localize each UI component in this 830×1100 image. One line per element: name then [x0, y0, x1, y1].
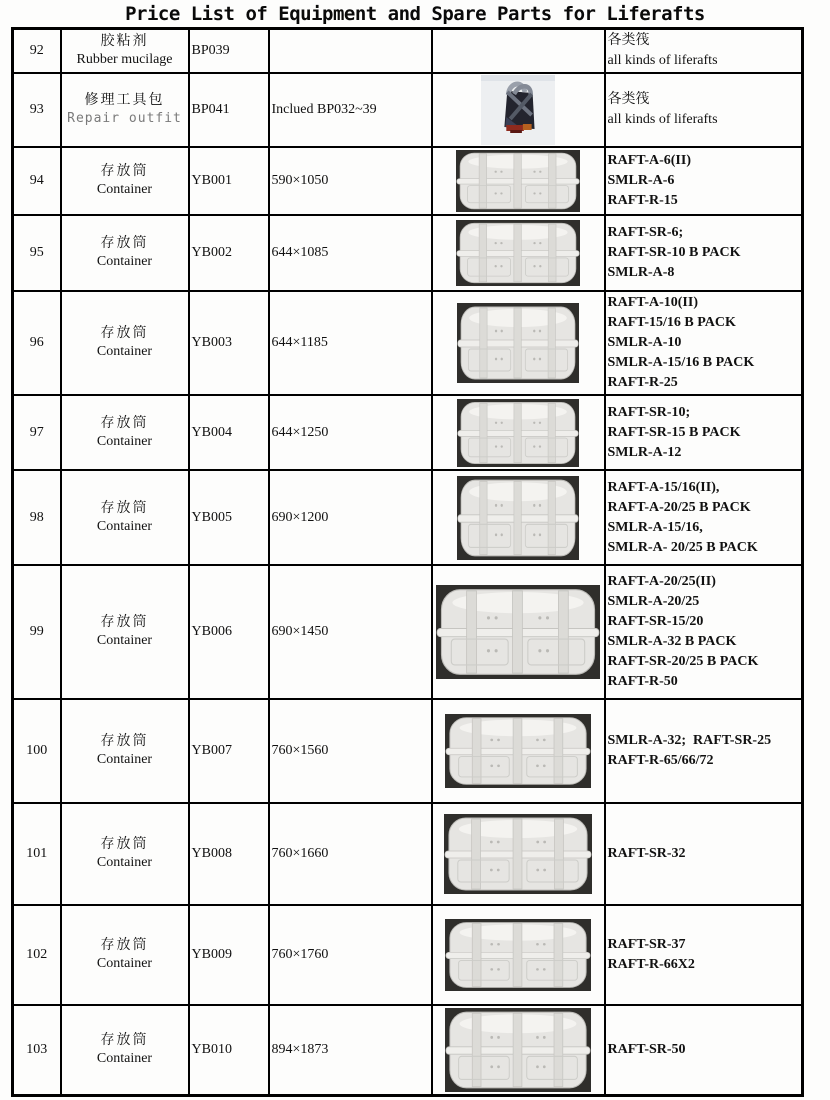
item-name-chinese: 存放筒	[100, 236, 149, 251]
photo-cell	[432, 803, 605, 905]
applicable-rafts-cell	[605, 470, 803, 565]
item-name-chinese: 存放筒	[100, 500, 149, 516]
table-row	[13, 395, 803, 470]
photo-cell	[432, 470, 605, 565]
table-row	[13, 215, 803, 291]
part-code-cell: YB006	[189, 565, 269, 699]
photo-cell	[432, 215, 605, 291]
container-photo	[444, 814, 592, 894]
spec-cell: 760×1760	[269, 905, 432, 1005]
photo-cell	[432, 147, 605, 215]
item-name-cell	[61, 215, 189, 291]
raft-model: RAFT-SR-37	[607, 937, 686, 952]
item-name-english: Container	[96, 182, 153, 197]
item-name-english: Container	[96, 344, 153, 359]
table-row	[13, 291, 803, 395]
table-row	[13, 1005, 803, 1095]
container-photo	[436, 585, 600, 679]
container-photo	[457, 303, 579, 383]
photo-cell	[432, 1005, 605, 1095]
applicable-rafts-cell	[605, 565, 803, 699]
raft-model: SMLR-A-15/16,	[607, 519, 703, 535]
raft-model: RAFT-A-10(II)	[607, 295, 698, 310]
raft-model: RAFT-R-25	[607, 375, 678, 390]
row-number-cell: 95	[13, 215, 61, 291]
raft-model: SMLR-A-15/16 B PACK	[607, 355, 755, 370]
table-row	[13, 73, 803, 147]
photo-cell	[432, 565, 605, 699]
applicable-rafts-cell	[605, 905, 803, 1005]
table-body	[13, 29, 803, 1096]
spec-cell: 690×1450	[269, 565, 432, 699]
container-photo	[456, 150, 580, 212]
raft-model: 各类筏	[607, 33, 650, 48]
item-name-english: Container	[96, 518, 153, 534]
item-name-chinese: 存放筒	[100, 734, 149, 749]
raft-model: RAFT-SR-20/25 B PACK	[607, 654, 759, 669]
item-name-english: Container	[96, 254, 153, 269]
table-row	[13, 29, 803, 74]
page-title: Price List of Equipment and Spare Parts for Liferafts	[125, 3, 705, 25]
item-name-english: Repair outfit	[67, 111, 182, 126]
price-table	[11, 27, 804, 1097]
item-name-cell	[61, 291, 189, 395]
part-code-cell: YB004	[189, 395, 269, 470]
repair-kit-photo	[481, 75, 555, 145]
photo-cell	[432, 699, 605, 803]
container-photo	[457, 476, 579, 560]
raft-model: RAFT-R-15	[607, 193, 678, 208]
raft-model: RAFT-SR-6;	[607, 225, 684, 240]
applicable-rafts-cell	[605, 29, 803, 74]
raft-model: SMLR-A-6	[607, 173, 675, 188]
item-name-cell	[61, 395, 189, 470]
item-name-chinese: 修理工具包	[84, 93, 165, 108]
spec-cell: 644×1250	[269, 395, 432, 470]
part-code-cell: BP039	[189, 29, 269, 74]
part-code-cell: YB009	[189, 905, 269, 1005]
item-name-cell	[61, 1005, 189, 1095]
row-number-cell: 93	[13, 73, 61, 147]
raft-model: RAFT-A-20/25(II)	[607, 574, 716, 589]
table-row	[13, 803, 803, 905]
raft-model: all kinds of liferafts	[607, 112, 718, 127]
item-name-english: Container	[96, 956, 153, 971]
spec-cell	[269, 29, 432, 74]
raft-model: RAFT-SR-32	[607, 846, 686, 861]
item-name-chinese: 存放筒	[100, 837, 149, 852]
raft-model: SMLR-A-12	[607, 444, 682, 460]
item-name-cell	[61, 29, 189, 74]
spec-cell: 644×1185	[269, 291, 432, 395]
row-number-cell: 96	[13, 291, 61, 395]
row-number-cell: 99	[13, 565, 61, 699]
raft-model: RAFT-A-6(II)	[607, 153, 691, 168]
item-name-chinese: 存放筒	[100, 164, 149, 179]
raft-model: all kinds of liferafts	[607, 53, 718, 68]
item-name-english: Rubber mucilage	[76, 52, 173, 67]
photo-cell	[432, 29, 605, 74]
item-name-cell	[61, 73, 189, 147]
container-photo	[457, 399, 579, 467]
raft-model: SMLR-A-10	[607, 335, 682, 350]
raft-model: RAFT-SR-15/20	[607, 614, 704, 629]
applicable-rafts-cell	[605, 803, 803, 905]
item-name-english: Container	[96, 752, 153, 767]
row-number-cell: 100	[13, 699, 61, 803]
raft-model: 各类筏	[607, 92, 650, 107]
part-code-cell: BP041	[189, 73, 269, 147]
table-row	[13, 147, 803, 215]
item-name-cell	[61, 470, 189, 565]
part-code-cell: YB001	[189, 147, 269, 215]
spec-cell: 690×1200	[269, 470, 432, 565]
applicable-rafts-cell	[605, 699, 803, 803]
item-name-english: Container	[96, 1050, 153, 1066]
raft-model: SMLR-A-20/25	[607, 594, 700, 609]
row-number-cell: 103	[13, 1005, 61, 1095]
spec-cell: 590×1050	[269, 147, 432, 215]
part-code-cell: YB008	[189, 803, 269, 905]
part-code-cell: YB010	[189, 1005, 269, 1095]
raft-model: SMLR-A- 20/25 B PACK	[607, 539, 758, 555]
row-number-cell: 97	[13, 395, 61, 470]
raft-model: RAFT-A-20/25 B PACK	[607, 499, 751, 515]
row-number-cell: 102	[13, 905, 61, 1005]
item-name-chinese: 存放筒	[100, 1032, 149, 1048]
item-name-chinese: 存放筒	[100, 415, 149, 431]
photo-cell	[432, 73, 605, 147]
raft-model: RAFT-SR-10 B PACK	[607, 245, 741, 260]
part-code-cell: YB002	[189, 215, 269, 291]
raft-model: SMLR-A-8	[607, 265, 675, 280]
item-name-english: Container	[96, 855, 153, 870]
item-name-chinese: 存放筒	[100, 326, 149, 341]
raft-model: RAFT-SR-50	[607, 1041, 686, 1057]
item-name-cell	[61, 565, 189, 699]
row-number-cell: 98	[13, 470, 61, 565]
raft-model: RAFT-R-65/66/72	[607, 753, 714, 768]
photo-cell	[432, 395, 605, 470]
applicable-rafts-cell	[605, 395, 803, 470]
spec-cell: 760×1560	[269, 699, 432, 803]
raft-model: RAFT-SR-10;	[607, 404, 691, 420]
item-name-cell	[61, 699, 189, 803]
applicable-rafts-cell	[605, 73, 803, 147]
item-name-chinese: 存放筒	[100, 938, 149, 953]
row-number-cell: 101	[13, 803, 61, 905]
item-name-chinese: 胶粘剂	[100, 34, 149, 49]
applicable-rafts-cell	[605, 1005, 803, 1095]
photo-cell	[432, 905, 605, 1005]
row-number-cell: 94	[13, 147, 61, 215]
table-row	[13, 565, 803, 699]
table-row	[13, 905, 803, 1005]
photo-cell	[432, 291, 605, 395]
part-code-cell: YB003	[189, 291, 269, 395]
item-name-chinese: 存放筒	[100, 615, 149, 630]
part-code-cell: YB007	[189, 699, 269, 803]
applicable-rafts-cell	[605, 215, 803, 291]
container-photo	[445, 1008, 591, 1092]
container-photo	[456, 220, 580, 286]
table-row	[13, 699, 803, 803]
raft-model: RAFT-R-50	[607, 674, 678, 689]
raft-model: RAFT-SR-15 B PACK	[607, 424, 741, 440]
applicable-rafts-cell	[605, 147, 803, 215]
raft-model: SMLR-A-32; RAFT-SR-25	[607, 733, 772, 748]
table-row	[13, 470, 803, 565]
raft-model: RAFT-A-15/16(II),	[607, 479, 720, 495]
item-name-english: Container	[96, 433, 153, 449]
raft-model: RAFT-R-66X2	[607, 957, 695, 972]
spec-cell: Inclued BP032~39	[269, 73, 432, 147]
item-name-cell	[61, 803, 189, 905]
container-photo	[445, 714, 591, 788]
container-photo	[445, 919, 591, 991]
item-name-cell	[61, 147, 189, 215]
part-code-cell: YB005	[189, 470, 269, 565]
item-name-english: Container	[96, 633, 153, 648]
spec-cell: 894×1873	[269, 1005, 432, 1095]
spec-cell: 644×1085	[269, 215, 432, 291]
row-number-cell: 92	[13, 29, 61, 74]
raft-model: SMLR-A-32 B PACK	[607, 634, 737, 649]
item-name-cell	[61, 905, 189, 1005]
applicable-rafts-cell	[605, 291, 803, 395]
spec-cell: 760×1660	[269, 803, 432, 905]
raft-model: RAFT-15/16 B PACK	[607, 315, 736, 330]
